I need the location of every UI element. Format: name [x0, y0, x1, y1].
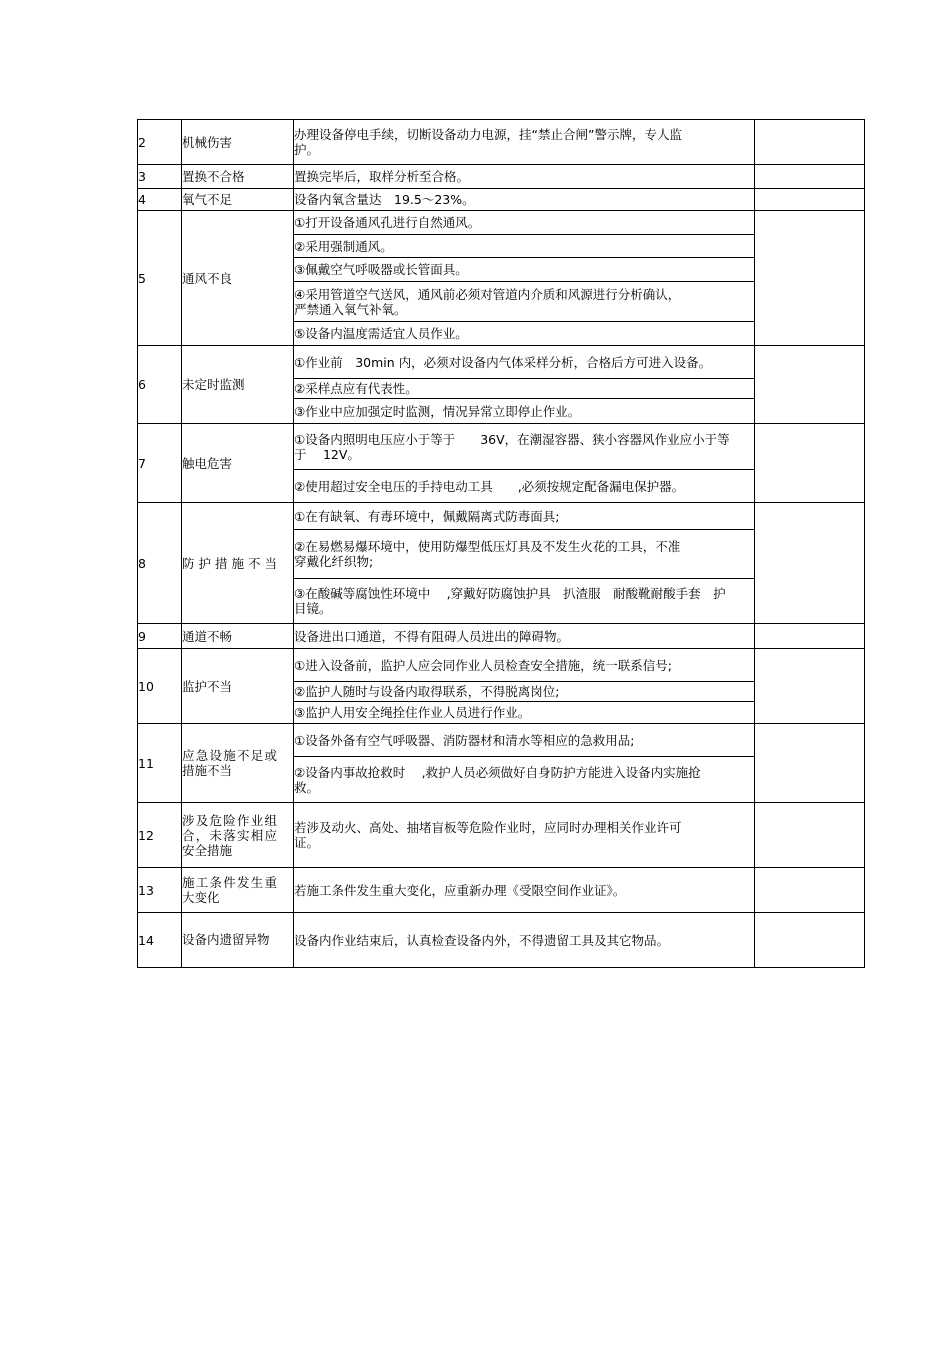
hazard-name: 置换不合格 [182, 165, 294, 189]
measure-text: 设备内作业结束后，认真检查设备内外，不得遗留工具及其它物品。 [294, 932, 670, 948]
table-row [138, 424, 865, 470]
safety-measures-table [137, 119, 865, 968]
row-number: 4 [138, 189, 182, 211]
confirm-cell [755, 346, 865, 424]
confirm-cell [755, 211, 865, 346]
confirm-cell [755, 165, 865, 189]
row-number: 10 [138, 649, 182, 724]
measure-text: 办理设备停电手续，切断设备动力电源，挂“禁止合闸”警示牌，专人监护。 [294, 127, 682, 157]
row-number: 6 [138, 346, 182, 424]
table-row [138, 913, 865, 968]
measure-text: ②在易燃易爆环境中，使用防爆型低压灯具及不发生火花的工具，不准穿戴化纤织物; [294, 539, 681, 569]
measure-text: ⑤设备内温度需适宜人员作业。 [294, 322, 755, 346]
hazard-name: 通道不畅 [182, 624, 294, 649]
confirm-cell [755, 424, 865, 503]
measure-text: ①设备内照明电压应小于等于 36V，在潮湿容器、狭小容器风作业应小于等于 12V。 [294, 431, 730, 462]
measure-text: 设备进出口通道，不得有阻碍人员进出的障碍物。 [294, 624, 755, 649]
measure-text: ③作业中应加强定时监测，情况异常立即停止作业。 [294, 399, 755, 424]
hazard-name: 涉及危险作业组合，未落实相应安全措施 [182, 812, 277, 858]
measure-text: ②监护人随时与设备内取得联系，不得脱离岗位; [294, 682, 755, 702]
table-row [138, 724, 865, 757]
confirm-cell [755, 724, 865, 803]
confirm-cell [755, 868, 865, 913]
table-row [138, 120, 865, 165]
confirm-cell [755, 120, 865, 165]
table-row [138, 624, 865, 649]
confirm-cell [755, 649, 865, 724]
measure-text: ④采用管道空气送风，通风前必须对管道内介质和风源进行分析确认，严禁通入氧气补氧。 [294, 286, 681, 317]
confirm-cell [755, 503, 865, 624]
table-row [138, 649, 865, 682]
table-row [138, 189, 865, 211]
confirm-cell [755, 624, 865, 649]
measure-text: 置换完毕后，取样分析至合格。 [294, 165, 755, 189]
measure-text: 若涉及动火、高处、抽堵盲板等危险作业时，应同时办理相关作业许可证。 [294, 820, 682, 850]
table-row [138, 211, 865, 235]
table-row [138, 803, 865, 868]
measure-text: ①作业前 30min 内，必须对设备内气体采样分析，合格后方可进入设备。 [294, 354, 712, 370]
hazard-name: 设备内遗留异物 [182, 932, 270, 947]
measure-text: ③佩戴空气呼吸器或长管面具。 [294, 258, 755, 282]
measure-text: ②采样点应有代表性。 [294, 379, 755, 399]
hazard-name: 氧气不足 [182, 189, 294, 211]
measure-text: ③在酸碱等腐蚀性环境中 ,穿戴好防腐蚀护具 扒渣服 耐酸靴耐酸手套 护目镜。 [294, 586, 726, 616]
row-number: 9 [138, 624, 182, 649]
hazard-name: 应急设施不足或措施不当 [182, 748, 277, 778]
measure-text: ②设备内事故抢救时 ,救护人员必须做好自身防护方能进入设备内实施抢救。 [294, 764, 701, 795]
hazard-name: 触电危害 [182, 424, 294, 503]
row-number: 3 [138, 165, 182, 189]
measure-text: ①设备外备有空气呼吸器、消防器材和清水等相应的急救用品; [294, 732, 635, 748]
table-row [138, 503, 865, 530]
hazard-name: 防护措施不当 [182, 555, 277, 571]
measure-text: 若施工条件发生重大变化，应重新办理《受限空间作业证》。 [294, 882, 626, 898]
table-row [138, 868, 865, 913]
measure-text: ①打开设备通风孔进行自然通风。 [294, 211, 755, 235]
hazard-name: 未定时监测 [182, 346, 294, 424]
table-row [138, 165, 865, 189]
confirm-cell [755, 803, 865, 868]
row-number: 8 [138, 503, 182, 624]
row-number: 12 [138, 803, 182, 868]
hazard-name: 监护不当 [182, 649, 294, 724]
confirm-cell [755, 189, 865, 211]
measure-text: ②使用超过安全电压的手持电动工具 ,必须按规定配备漏电保护器。 [294, 478, 685, 494]
measure-text: ③监护人用安全绳拴住作业人员进行作业。 [294, 702, 755, 724]
hazard-name: 通风不良 [182, 211, 294, 346]
row-number: 13 [138, 868, 182, 913]
measure-text: ②采用强制通风。 [294, 235, 755, 258]
measure-text: ①在有缺氧、有毒环境中，佩戴隔离式防毒面具; [294, 503, 755, 530]
row-number: 14 [138, 913, 182, 968]
row-number: 7 [138, 424, 182, 503]
measure-text: ①进入设备前，监护人应会同作业人员检查安全措施，统一联系信号; [294, 657, 672, 673]
row-number: 2 [138, 120, 182, 165]
confirm-cell [755, 913, 865, 968]
hazard-name: 机械伤害 [182, 120, 294, 165]
measure-text: 设备内氧含量达 19.5～23%。 [294, 189, 755, 211]
row-number: 11 [138, 724, 182, 803]
table-row [138, 346, 865, 379]
row-number: 5 [138, 211, 182, 346]
hazard-name: 施工条件发生重大变化 [182, 875, 277, 905]
